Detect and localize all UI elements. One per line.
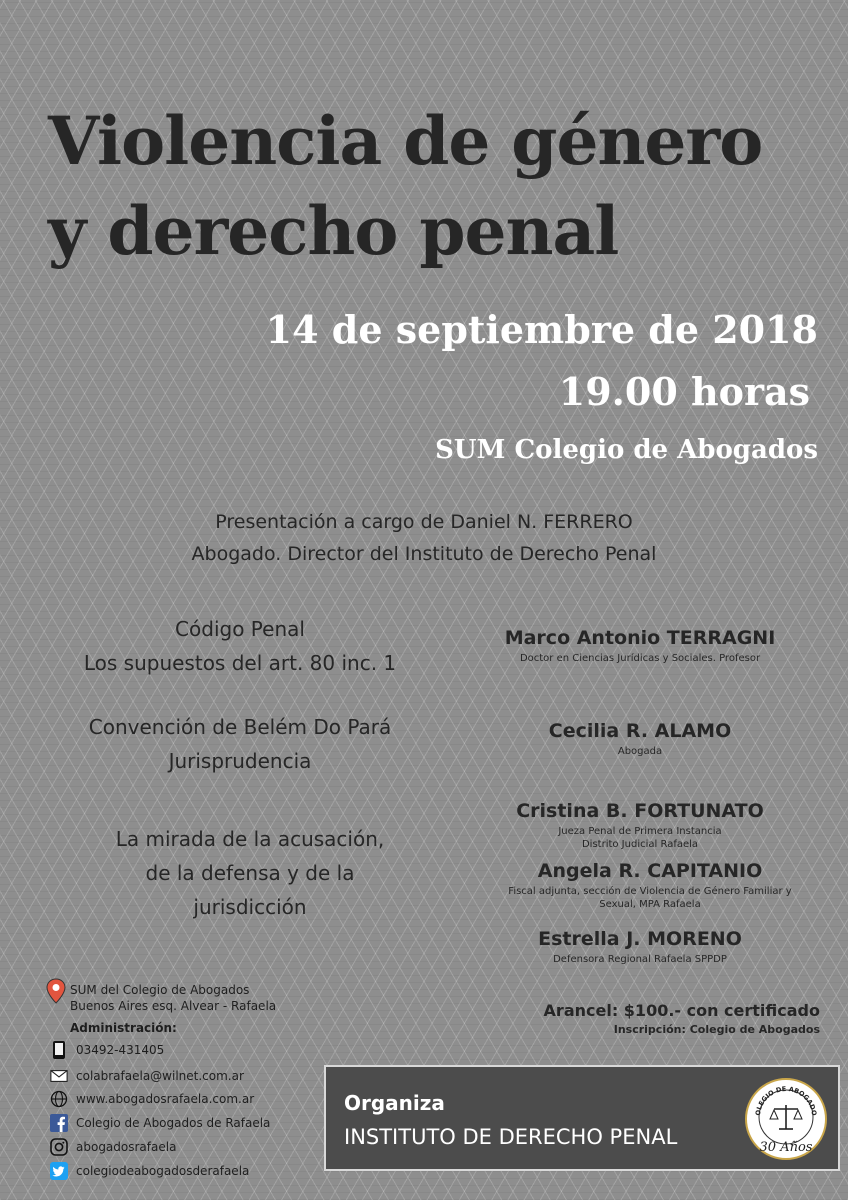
event-details — [266, 300, 818, 476]
speaker-role: Fiscal adjunta, sección de Violencia de Género Familiar y — [508, 886, 792, 897]
topic-line: Jurisprudencia — [168, 749, 312, 773]
topic-line: Convención de Belém Do Pará — [88, 715, 392, 739]
topic-3 — [30, 822, 470, 924]
event-title — [48, 96, 828, 276]
mail-icon — [50, 1067, 68, 1085]
facebook-row — [50, 1114, 270, 1132]
phone-row — [50, 1041, 164, 1059]
facebook-icon — [50, 1114, 68, 1132]
seal-anniversary: 30 Años — [759, 1140, 813, 1155]
topic-line: Los supuestos del art. 80 inc. 1 — [83, 651, 397, 675]
twitter-row — [50, 1162, 249, 1180]
phone-number: 03492-431405 — [76, 1043, 165, 1057]
topic-line: La mirada de la acusación, — [115, 827, 385, 851]
topic-line: jurisdicción — [193, 895, 307, 919]
speaker-name: Marco Antonio TERRAGNI — [504, 627, 776, 649]
presenter-line-1: Presentación a cargo de Daniel N. FERRERO — [215, 511, 633, 533]
fee-registration: Inscripción: Colegio de Abogados — [613, 1023, 820, 1036]
instagram-link[interactable]: abogadosrafaela — [76, 1140, 177, 1154]
email-row — [50, 1067, 244, 1085]
title-line-1: Violencia de género — [48, 102, 763, 180]
speaker-name: Angela R. CAPITANIO — [537, 860, 763, 882]
organizer-box — [324, 1065, 840, 1171]
twitter-link[interactable]: colegiodeabogadosderafaela — [76, 1164, 250, 1178]
organizer-label: Organiza — [344, 1091, 445, 1115]
email-link[interactable]: colabrafaela@wilnet.com.ar — [76, 1069, 244, 1083]
website-link[interactable]: www.abogadosrafaela.com.ar — [76, 1092, 255, 1106]
seal-text: OLEGIO DE ABOGADO — [753, 1084, 819, 1117]
presenter — [0, 506, 848, 570]
phone-icon — [50, 1041, 68, 1059]
speaker-role: Defensora Regional Rafaela SPPDP — [553, 954, 727, 965]
speaker-name: Estrella J. MORENO — [538, 928, 742, 950]
facebook-link[interactable]: Colegio de Abogados de Rafaela — [76, 1116, 271, 1130]
topic-2 — [30, 710, 450, 778]
speaker-2 — [480, 717, 800, 758]
title-line-2: y derecho penal — [48, 192, 619, 270]
fee-price: Arancel: $100.- con certificado — [543, 1001, 820, 1020]
speaker-role: Doctor en Ciencias Jurídicas y Sociales. Profesor — [519, 653, 761, 664]
event-date: 14 de septiembre de 2018 — [265, 307, 818, 352]
location-pin-icon — [46, 978, 66, 1008]
speaker-4 — [480, 857, 820, 911]
speaker-name: Cristina B. FORTUNATO — [516, 800, 764, 822]
web-row — [50, 1090, 254, 1108]
speaker-name: Cecilia R. ALAMO — [548, 720, 732, 742]
instagram-icon — [50, 1138, 68, 1156]
topic-line: Código Penal — [175, 617, 305, 641]
college-seal-logo — [744, 1077, 828, 1161]
twitter-icon — [50, 1162, 68, 1180]
admin-label: Administración: — [70, 1021, 177, 1035]
speaker-3 — [480, 797, 800, 851]
globe-icon — [50, 1090, 68, 1108]
event-time: 19.00 horas — [558, 369, 810, 414]
location-line-2: Buenos Aires esq. Alvear - Rafaela — [70, 999, 277, 1013]
speaker-role: Distrito Judicial Rafaela — [581, 839, 699, 850]
speaker-role: Jueza Penal de Primera Instancia — [558, 826, 722, 837]
location-line-1: SUM del Colegio de Abogados — [70, 983, 250, 997]
speaker-5 — [480, 925, 800, 966]
presenter-line-2: Abogado. Director del Instituto de Derecho Penal — [191, 543, 657, 565]
event-venue: SUM Colegio de Abogados — [435, 435, 818, 465]
speaker-role: Sexual, MPA Rafaela — [599, 899, 701, 910]
location — [70, 982, 276, 1014]
speaker-1 — [480, 624, 800, 665]
organizer-name: INSTITUTO DE DERECHO PENAL — [344, 1125, 678, 1149]
topic-1 — [30, 612, 450, 680]
fee-info — [544, 1000, 820, 1037]
topic-line: de la defensa y de la — [145, 861, 355, 885]
instagram-row — [50, 1138, 176, 1156]
speaker-role: Abogada — [617, 746, 663, 757]
